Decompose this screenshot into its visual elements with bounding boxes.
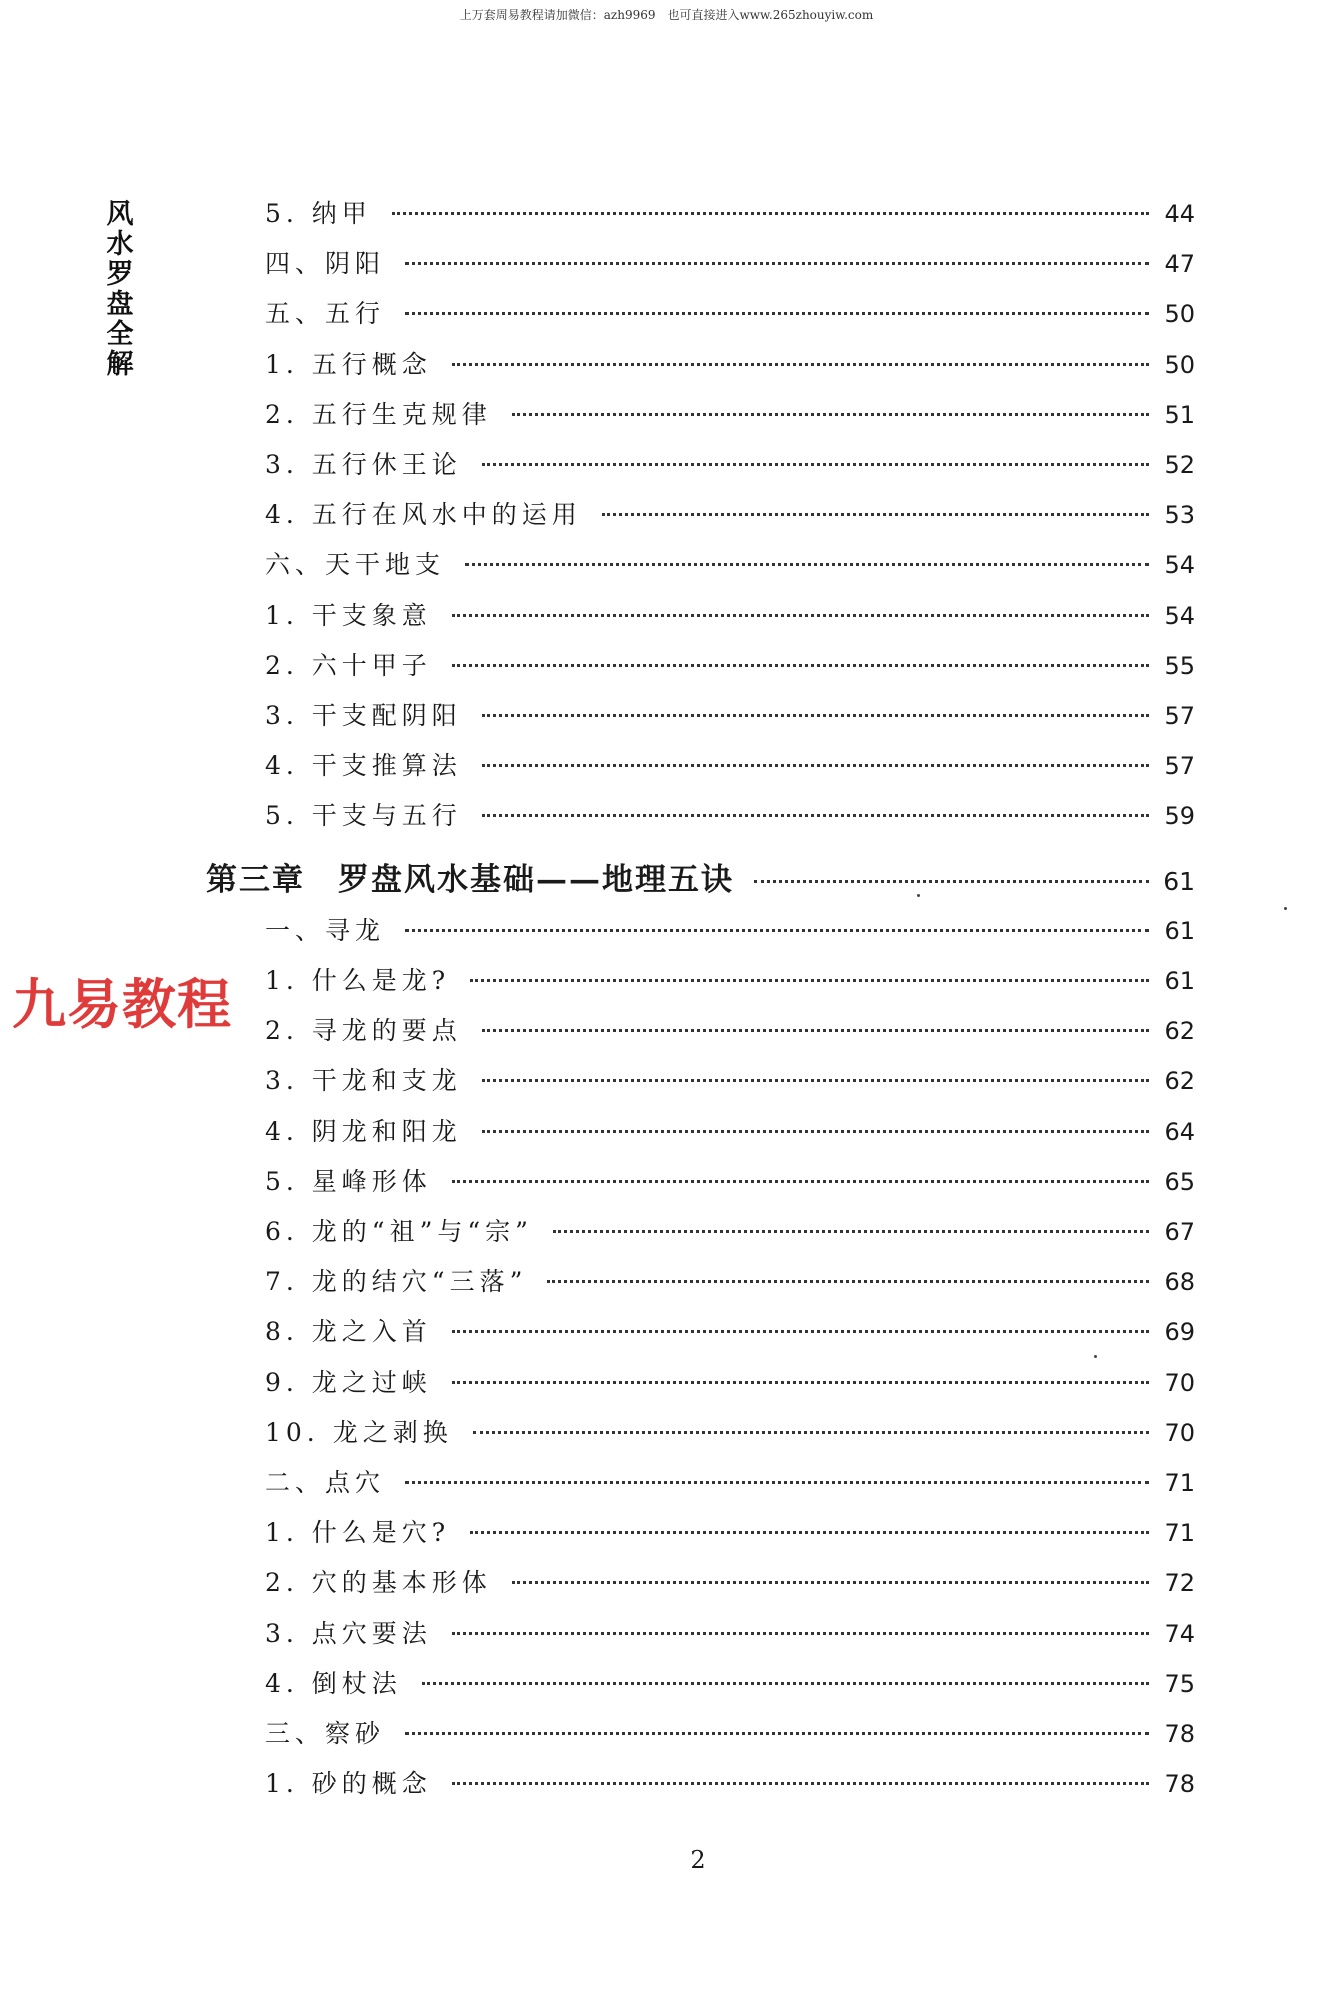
toc-entry (265, 1212, 1195, 1248)
toc-entry-title: 4. 倒杖法 (265, 1668, 402, 1698)
dot-leader (405, 262, 1149, 265)
toc-entry (265, 445, 1195, 481)
toc-entry-page: 57 (1164, 752, 1195, 781)
toc-entry-page: 44 (1164, 200, 1195, 228)
dot-leader (482, 814, 1149, 817)
scan-speck (1284, 907, 1287, 910)
toc-entry (265, 1614, 1195, 1650)
toc-entry-page: 74 (1164, 1619, 1195, 1648)
toc-entry-page: 78 (1164, 1720, 1195, 1748)
toc-entry-title: 7. 龙的结穴“三落” (265, 1267, 528, 1297)
toc-entry-title: 四、阴阳 (265, 249, 386, 279)
toc-entry-title: 3. 五行休王论 (265, 450, 462, 479)
dot-leader (470, 979, 1149, 982)
dot-leader (392, 212, 1149, 215)
header-note: 上万套周易教程请加微信：azh9969 也可直接进入www.265zhouyiw.com (459, 8, 874, 22)
toc-entry-page: 69 (1164, 1318, 1195, 1347)
dot-leader (452, 1330, 1149, 1333)
toc-entry (265, 646, 1195, 682)
toc-entry (265, 911, 1195, 947)
toc-entry-page: 50 (1164, 300, 1195, 329)
dot-leader (754, 880, 1149, 883)
toc-entry (265, 961, 1195, 997)
dot-leader (465, 563, 1149, 566)
toc-entry-page: 61 (1164, 916, 1195, 945)
toc-entry-page: 67 (1164, 1218, 1195, 1246)
toc-entry (265, 1011, 1195, 1047)
watermark-text: 九易教程 (12, 973, 232, 1036)
toc-entry-page: 54 (1164, 551, 1195, 580)
toc-entry-page: 64 (1164, 1117, 1195, 1146)
toc-entry-title: 五、五行 (265, 299, 386, 329)
dot-leader (422, 1682, 1149, 1685)
toc-entry-title: 1. 干支象意 (265, 600, 432, 630)
toc-entry-page: 62 (1164, 1017, 1195, 1046)
toc-entry-title: 1. 什么是龙? (265, 966, 451, 995)
dot-leader (547, 1280, 1149, 1283)
dot-leader (602, 513, 1149, 516)
toc-entry-title: 2. 寻龙的要点 (265, 1016, 462, 1046)
toc-entry-title: 3. 干支配阴阳 (265, 701, 462, 730)
toc-entry (265, 1513, 1195, 1549)
toc-entry (265, 1714, 1195, 1750)
toc-entry-page: 71 (1164, 1519, 1195, 1548)
toc-entry-page: 50 (1164, 350, 1195, 379)
dot-leader (482, 1130, 1149, 1133)
toc-entry (265, 294, 1195, 330)
toc-entry-page: 53 (1164, 501, 1195, 530)
toc-entry-title: 6. 龙的“祖”与“宗” (265, 1217, 533, 1246)
toc-entry-page: 62 (1164, 1067, 1195, 1096)
side-title-char: 盘 (106, 289, 134, 320)
side-title-char: 罗 (106, 259, 134, 290)
toc-entry-title: 4. 干支推算法 (265, 751, 462, 781)
side-title-char: 风 (106, 199, 134, 230)
toc-entry-page: 61 (1163, 866, 1195, 896)
toc-entry-title: 4. 五行在风水中的运用 (265, 500, 582, 530)
dot-leader (452, 363, 1149, 366)
dot-leader (482, 1079, 1149, 1082)
toc-entry (265, 1112, 1195, 1148)
toc-entry-title: 9. 龙之过峡 (265, 1367, 432, 1397)
toc-entry (265, 1413, 1195, 1449)
toc-entry (265, 495, 1195, 531)
toc-entry-title: 二、点穴 (265, 1468, 386, 1497)
side-title-char: 水 (106, 229, 134, 260)
toc-entry (265, 194, 1195, 230)
dot-leader (470, 1531, 1149, 1534)
toc-entry-page: 54 (1164, 601, 1195, 630)
toc-entry-page: 72 (1164, 1569, 1195, 1598)
toc-entry (265, 696, 1195, 732)
toc-entry-title: 1. 什么是穴? (265, 1518, 451, 1548)
toc-entry-title: 3. 干龙和支龙 (265, 1066, 462, 1096)
dot-leader (405, 1732, 1149, 1735)
dot-leader (512, 413, 1149, 416)
toc-entry (265, 345, 1195, 381)
dot-leader (452, 1180, 1149, 1183)
dot-leader (452, 614, 1149, 617)
toc-entry (265, 1463, 1195, 1499)
toc-entry (265, 1061, 1195, 1097)
toc-entry-page: 51 (1164, 400, 1195, 429)
toc-entry-page: 57 (1164, 702, 1195, 730)
dot-leader (405, 1481, 1149, 1484)
toc-entry-title: 2. 六十甲子 (265, 650, 432, 680)
toc-entry-title: 三、察砂 (265, 1719, 386, 1748)
toc-entry-title: 5. 干支与五行 (265, 801, 462, 831)
toc-entry (265, 1764, 1195, 1800)
dot-leader (452, 1782, 1149, 1785)
toc-entry-title: 5. 纳甲 (265, 199, 372, 228)
page-number: 2 (690, 1846, 706, 1874)
dot-leader (553, 1230, 1149, 1233)
side-title-char: 全 (106, 319, 134, 350)
side-title-char: 解 (106, 349, 134, 380)
toc-entry-title: 5. 星峰形体 (265, 1166, 432, 1196)
toc-entry-page: 68 (1164, 1268, 1195, 1297)
dot-leader (405, 312, 1149, 315)
toc-entry-page: 52 (1164, 451, 1195, 479)
dot-leader (512, 1581, 1149, 1584)
dot-leader (482, 764, 1149, 767)
toc-entry-title: 3. 点穴要法 (265, 1618, 432, 1648)
toc-entry (265, 796, 1195, 832)
toc-entry-title: 2. 五行生克规律 (265, 399, 492, 429)
dot-leader (482, 463, 1149, 466)
toc-entry-title: 一、寻龙 (265, 915, 386, 945)
toc-entry (265, 1664, 1195, 1700)
toc-entry-title: 4. 阴龙和阳龙 (265, 1116, 462, 1146)
toc-entry (265, 244, 1195, 280)
toc-entry (265, 1563, 1195, 1599)
toc-entry-page: 55 (1164, 651, 1195, 680)
dot-leader (452, 1632, 1149, 1635)
toc-entry-page: 61 (1164, 967, 1195, 995)
toc-entry-title: 8. 龙之入首 (265, 1317, 432, 1347)
toc-entry-page: 71 (1164, 1469, 1195, 1497)
toc-entry-page: 65 (1164, 1167, 1195, 1196)
toc-entry (265, 1363, 1195, 1399)
scan-speck (1094, 1355, 1097, 1358)
toc-entry (265, 1312, 1195, 1348)
toc-entry (265, 746, 1195, 782)
toc-entry (265, 1162, 1195, 1198)
toc-entry-title: 第三章 罗盘风水基础——地理五诀 (206, 861, 734, 898)
dot-leader (482, 714, 1149, 717)
toc-entry-page: 75 (1164, 1669, 1195, 1698)
toc-entry-page: 70 (1164, 1418, 1195, 1447)
toc-entry (265, 596, 1195, 632)
toc-entry (265, 1262, 1195, 1298)
toc-entry-title: 1. 五行概念 (265, 349, 432, 379)
toc-entry-title: 1. 砂的概念 (265, 1769, 432, 1799)
toc-entry-page: 70 (1164, 1368, 1195, 1397)
toc-entry (265, 545, 1195, 581)
toc-entry-page: 59 (1164, 802, 1195, 831)
dot-leader (452, 1381, 1149, 1384)
scan-speck (917, 894, 920, 897)
toc-entry-page: 47 (1164, 250, 1195, 279)
dot-leader (473, 1431, 1149, 1434)
toc-entry-title: 2. 穴的基本形体 (265, 1568, 492, 1598)
toc-entry (265, 395, 1195, 431)
dot-leader (452, 664, 1149, 667)
toc-chapter-entry (206, 854, 1195, 898)
toc-entry-page: 78 (1164, 1770, 1195, 1799)
dot-leader (482, 1029, 1149, 1032)
toc-entry-title: 六、天干地支 (265, 550, 446, 580)
dot-leader (405, 929, 1149, 932)
toc-entry-title: 10. 龙之剥换 (265, 1417, 453, 1447)
